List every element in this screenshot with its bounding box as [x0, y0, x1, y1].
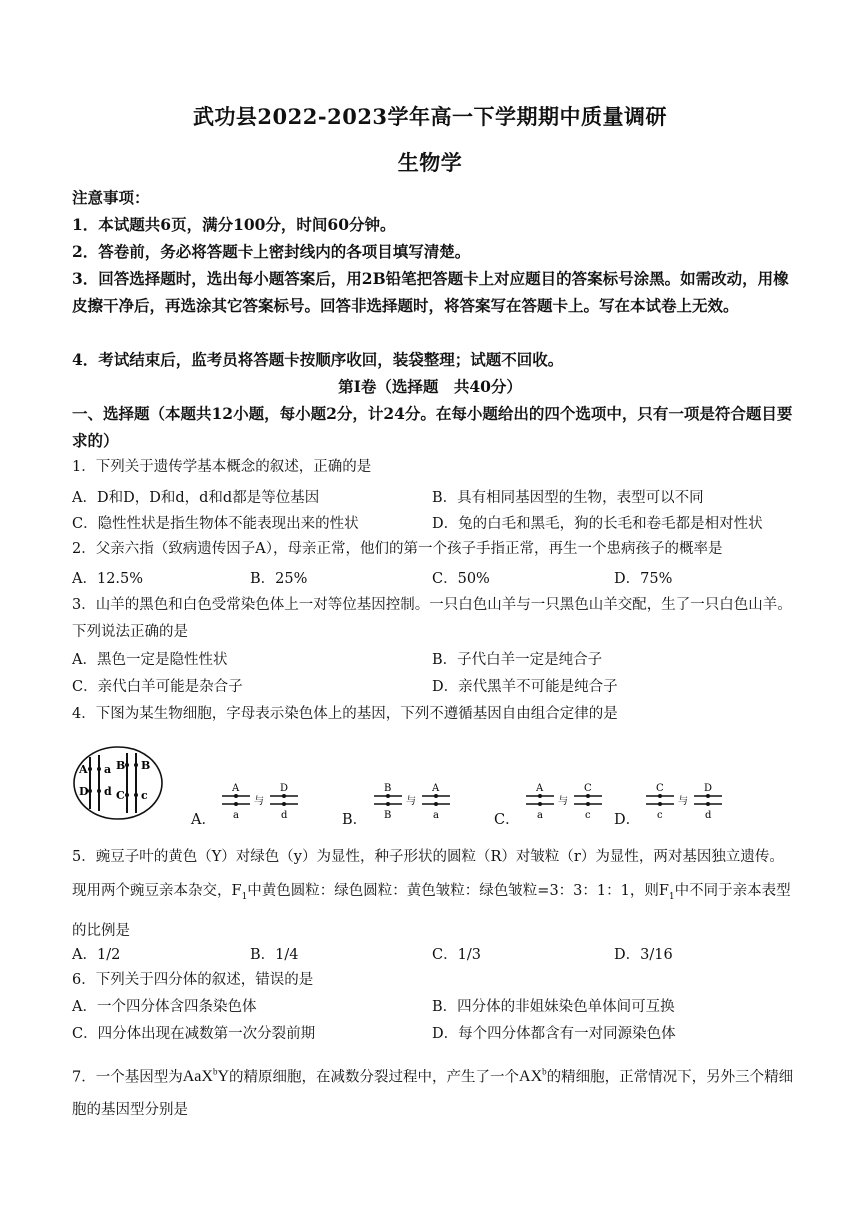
- gene-label: c: [141, 789, 148, 802]
- question-7-stem: [72, 1056, 797, 1127]
- gene-pair-figure-a: [220, 778, 302, 822]
- question-4-option-b: B．: [342, 812, 368, 828]
- question-5-stem-part-2: 中黄色圆粒：绿色圆粒：黄色皱粒：绿色皱粒=3：3：1：1，则: [247, 883, 659, 899]
- gene-label: D: [79, 785, 89, 798]
- join-label: 与: [558, 796, 568, 807]
- question-1-option-d: D．兔的白毛和黑毛，狗的长毛和卷毛都是相对性状: [432, 516, 763, 532]
- gene-label: a: [104, 763, 112, 776]
- f1-symbol: $F_1$: [658, 883, 675, 902]
- question-5-option-d: D．3/16: [614, 947, 673, 963]
- gene-label: B: [384, 783, 392, 794]
- gene-pair-figure-b: [372, 778, 454, 822]
- question-4-stem: 4．下图为某生物细胞，字母表示染色体上的基因，下列不遵循基因自由组合定律的是: [72, 706, 618, 722]
- gene-label: a: [433, 810, 439, 821]
- question-3-option-d: D．亲代黑羊不可能是纯合子: [432, 679, 618, 695]
- section-title: 第Ⅰ卷（选择题 共40分）: [338, 377, 522, 396]
- question-6-option-c: C．四分体出现在减数第一次分裂前期: [72, 1026, 316, 1042]
- question-1-option-b: B．具有相同基因型的生物，表型可以不同: [432, 490, 704, 506]
- question-7-stem-part-2: 的精原细胞，在减数分裂过程中，产生了一个: [229, 1069, 520, 1086]
- question-1-option-c: C．隐性性状是指生物体不能表现出来的性状: [72, 516, 359, 532]
- gene-label: A: [79, 763, 88, 776]
- gene-label: d: [281, 810, 288, 821]
- gene-label: C: [116, 789, 125, 802]
- gene-label: A: [536, 783, 544, 794]
- notice-item-1: 1．本试题共6页，满分100分，时间60分钟。: [72, 215, 396, 234]
- question-4-option-d: D．: [614, 812, 641, 828]
- question-2-stem: 2．父亲六指（致病遗传因子A），母亲正常，他们的第一个孩子手指正常，再生一个患病孩子的概率是: [72, 541, 723, 557]
- section-description: 一、选择题（本题共12小题，每小题2分，计24分。在每小题给出的四个选项中，只有一项是符合题目要求的）: [72, 404, 793, 450]
- join-label: 与: [254, 796, 264, 807]
- question-4-option-a: A．: [191, 812, 216, 828]
- question-3-stem: 3．山羊的黑色和白色受常染色体上一对等位基因控制。一只白色山羊与一只黑色山羊交配，生了一只白色山羊。下列说法正确的是: [72, 597, 792, 640]
- question-5-option-b: B．1/4: [250, 947, 299, 963]
- notice-heading: 注意事项：: [72, 188, 150, 207]
- join-label: 与: [406, 796, 416, 807]
- question-5-option-c: C．1/3: [432, 947, 481, 963]
- f1-symbol: $F_1$: [231, 883, 248, 902]
- gene-label: B: [384, 810, 392, 821]
- question-2-option-c: C．50%: [432, 571, 490, 587]
- gene-pair-figure-c: [524, 778, 606, 822]
- gene-label: d: [705, 810, 712, 821]
- cell-diagram: [72, 745, 164, 821]
- question-6-option-d: D．每个四分体都含有一对同源染色体: [432, 1026, 676, 1042]
- exam-title: 武功县2022-2023学年高一下学期期中质量调研: [192, 104, 668, 129]
- gene-label: B: [141, 759, 151, 772]
- gene-label: c: [585, 810, 591, 821]
- notice-item-3: 3．回答选择题时，选出每小题答案后，用2B铅笔把答题卡上对应题目的答案标号涂黑。如需改动，用橡皮擦干净后，再选涂其它答案标号。回答非选择题时，将答案写在答题卡上。写在本试卷上无效。: [72, 269, 789, 315]
- gene-label: a: [233, 810, 239, 821]
- question-6-option-a: A．一个四分体含四条染色体: [72, 999, 257, 1015]
- question-7-stem-part-1: 7．一个基因型为: [72, 1069, 183, 1086]
- gene-label: D: [280, 783, 289, 794]
- notice-item-4: 4．考试结束后，监考员将答题卡按顺序收回，装袋整理；试题不回收。: [72, 350, 564, 369]
- question-5-option-a: A．1/2: [72, 947, 121, 963]
- gene-label: C: [584, 783, 592, 794]
- notice-item-2: 2．答卷前，务必将答题卡上密封线内的各项目填写清楚。: [72, 242, 471, 261]
- question-2-option-b: B．25%: [250, 571, 308, 587]
- question-1-stem: 1．下列关于遗传学基本概念的叙述，正确的是: [72, 459, 372, 475]
- exam-subject: 生物学: [397, 150, 463, 175]
- gene-label: B: [116, 759, 126, 772]
- gene-label: A: [432, 783, 440, 794]
- question-5-stem: [72, 840, 797, 948]
- question-3-option-c: C．亲代白羊可能是杂合子: [72, 679, 243, 695]
- question-3-option-a: A．黑色一定是隐性性状: [72, 652, 228, 668]
- question-7-stem-part-3: 的精细胞，正常情况下，另外三个精细胞的基因型分别是: [72, 1069, 794, 1119]
- gene-label: A: [232, 783, 240, 794]
- question-5-stem-part-3: 中不同于亲本表型的比例是: [72, 883, 791, 939]
- question-3-option-b: B．子代白羊一定是纯合子: [432, 652, 603, 668]
- gene-label: a: [537, 810, 543, 821]
- gene-label: D: [704, 783, 713, 794]
- question-5-stem-part-1: 5．豌豆子叶的黄色（Y）对绿色（y）为显性，种子形状的圆粒（R）对皱粒（r）为显性，两对基因独立遗传。现用两个豌豆亲本杂交，: [72, 849, 784, 899]
- gene-label: d: [104, 785, 112, 798]
- gene-label: C: [656, 783, 664, 794]
- question-2-option-a: A．12.5%: [72, 571, 144, 587]
- genotype-1: AaX$^b$Y: [182, 1067, 230, 1086]
- question-6-stem: 6．下列关于四分体的叙述，错误的是: [72, 972, 314, 988]
- join-label: 与: [678, 796, 688, 807]
- question-6-option-b: B．四分体的非姐妹染色单体间可互换: [432, 999, 675, 1015]
- gene-label: c: [657, 810, 663, 821]
- question-2-option-d: D．75%: [614, 571, 673, 587]
- genotype-2: $AX^b$: [519, 1067, 547, 1086]
- gene-pair-figure-d: [644, 778, 726, 822]
- question-4-option-c: C．: [494, 812, 520, 828]
- question-1-option-a: A．D和D，D和d，d和d都是等位基因: [72, 490, 320, 506]
